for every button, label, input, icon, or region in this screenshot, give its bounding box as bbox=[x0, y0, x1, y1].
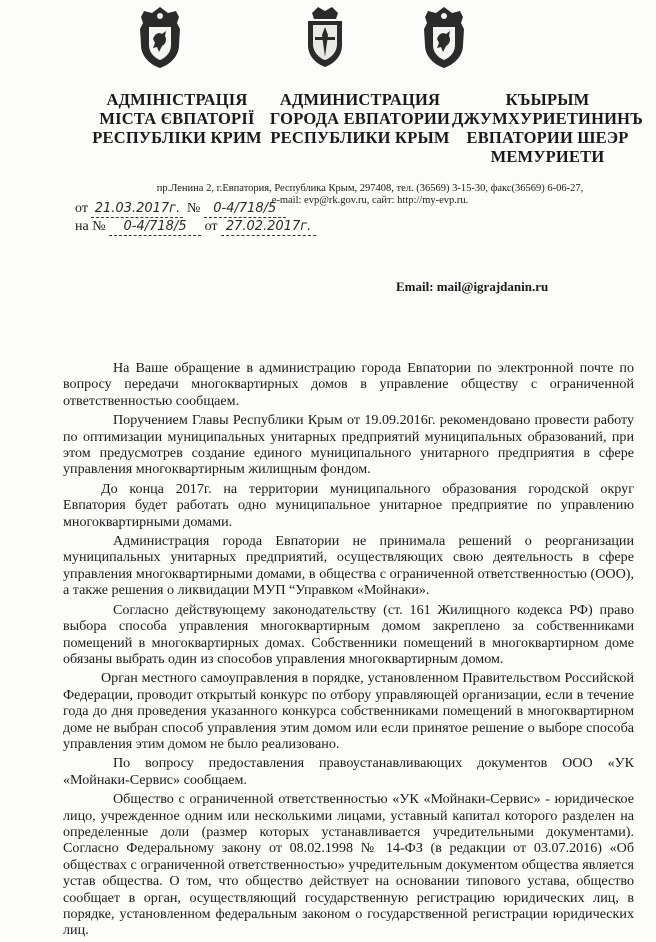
from-label: от bbox=[75, 201, 88, 216]
to-number-label: на № bbox=[75, 219, 106, 234]
org-name-crimean-tatar bbox=[445, 90, 650, 166]
to-date-label: от bbox=[204, 219, 218, 234]
body-paragraph: Поручением Главы Республики Крым от 19.09.2016г. рекомендовано провести работу по оптимизации муниципальных унитарных предприятий муниципальных образований, при этом предусмотрев создание единого муниципального унитарного предприятия в сфере управления многоквартирным жилищным фондом. bbox=[63, 412, 634, 478]
org-line: МЕМУРИЕТИ bbox=[490, 147, 605, 166]
evpatoria-coat-of-arms-icon bbox=[300, 5, 350, 69]
number-label: № bbox=[186, 201, 201, 216]
org-name-russian bbox=[265, 90, 455, 147]
org-line: МІСТА ЄВПАТОРІЇ bbox=[99, 109, 255, 128]
contact-email-site: e-mail: evp@rk.gov.ru, сайт: http://my-evp.ru. bbox=[271, 195, 469, 206]
org-line: РЕСПУБЛІКИ КРИМ bbox=[92, 128, 262, 147]
body-paragraph: Администрация города Евпатории не принимала решений о реорганизации муниципальных унитарных предприятий, осуществляющих свою деятельность в сфере управления многоквартирными домами, в общества с ограниченной ответственностью (ООО), а также решения о ликвидации МУП “Управком «Мойнаки». bbox=[63, 533, 634, 599]
body-paragraph: На Ваше обращение в администрацию города Евпатории по электронной почте по вопросу передачи многоквартирных домов в управление обществу с ограниченной ответственностью сообщаем. bbox=[63, 360, 634, 409]
body-paragraph: По вопросу предоставления правоустанавливающих документов ООО «УК «Мойнаки-Сервис» сообщаем. bbox=[63, 755, 634, 788]
incoming-date: 27.02.2017г. bbox=[221, 219, 316, 236]
org-name-ukrainian bbox=[82, 90, 272, 147]
incoming-reference bbox=[75, 219, 316, 235]
contact-address: пр.Ленина 2, г.Евпатория, Республика Крым, 297408, тел. (36569) 3-15-30, факс(36569) 6-06-27, bbox=[156, 183, 584, 194]
body-paragraph: Орган местного самоуправления в порядке, установленном Правительством Российской Федерации, проводит открытый конкурс по отбору управляющей организации, если в течение года до дня проведения указанного конкурса собственниками помещений в многоквартирном доме не выбран способ управления этим домом или если принятое решение о выборе способа управления этим домом не было реализовано. bbox=[63, 670, 634, 752]
org-line: АДМИНИСТРАЦИЯ bbox=[279, 90, 441, 109]
crimea-coat-of-arms-icon bbox=[135, 5, 185, 69]
outgoing-reference bbox=[75, 201, 286, 217]
org-line: КЪЫРЫМ bbox=[505, 90, 590, 109]
incoming-number: 0-4/718/5 bbox=[109, 219, 201, 236]
org-line: АДМІНІСТРАЦІЯ bbox=[106, 90, 248, 109]
recipient-email: Email: mail@igrajdanin.ru bbox=[396, 279, 549, 294]
org-line: ГОРОДА ЕВПАТОРИИ bbox=[269, 109, 451, 128]
crimea-coat-of-arms-icon bbox=[419, 5, 469, 69]
org-line: ЕВПАТОРИИ ШЕЭР bbox=[466, 128, 629, 147]
outgoing-number: 0-4/718/5 bbox=[204, 201, 286, 218]
body-paragraph: Общество с ограниченной ответственностью «УК «Мойнаки-Сервис» - юридическое лицо, учрежденное одним или несколькими лицами, уставный капитал которого разделен на определенные доли (размер которых устанавливается учредительными документами). Согласно Федеральному закону от 08.02.1998 № 14-ФЗ (в редакции от 03.07.2016) «Об обществах с ограниченной ответственностью» учредительным документом общества является устав общества. О том, что общество действует на основании типового устава, общество сообщает в орган, осуществляющий государственную регистрацию юридических лиц, в порядке, установленном федеральным законом о государственной регистрации юридических лиц. bbox=[63, 791, 634, 939]
org-line: ДЖУМХУРИЕТИНИНЪ bbox=[451, 109, 644, 128]
outgoing-date: 21.03.2017г. bbox=[91, 201, 183, 218]
body-paragraph: Согласно действующему законодательству (ст. 161 Жилищного кодекса РФ) право выбора способа управления многоквартирным домом закреплено за собственниками помещений в многоквартирных домах. Собственники помещений в многоквартирном доме обязаны выбрать один из способов управления многоквартирным домом. bbox=[63, 601, 634, 667]
org-line: РЕСПУБЛИКИ КРЫМ bbox=[270, 128, 450, 147]
body-paragraph: До конца 2017г. на территории муниципального образования городской округ Евпатория будет работать одно муниципальное унитарное предприятие по управлению многоквартирными домами. bbox=[63, 480, 634, 530]
letter-body bbox=[63, 360, 634, 942]
